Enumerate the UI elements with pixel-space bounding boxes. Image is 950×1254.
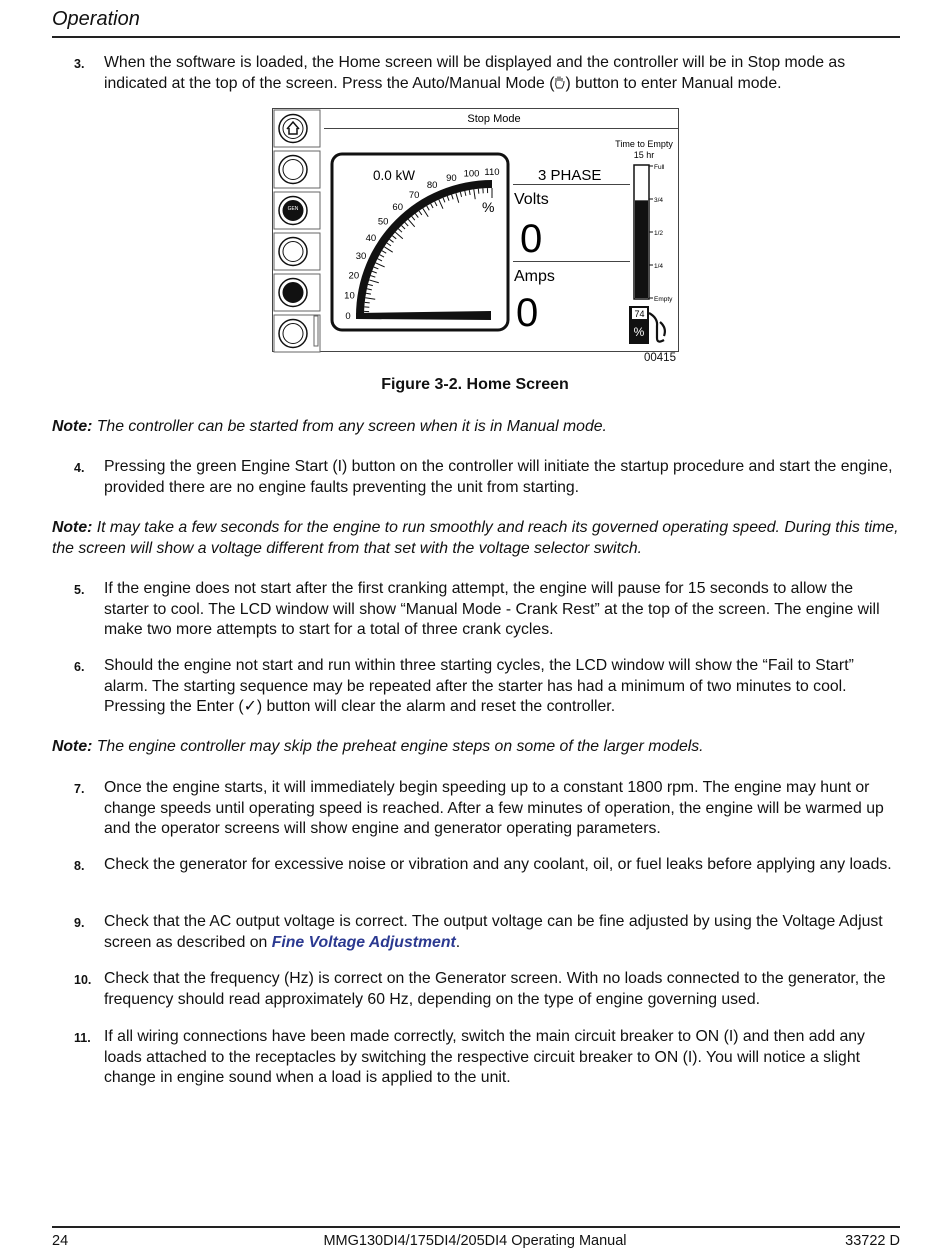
amps-label: Amps [514,268,555,285]
step-4 [74,457,900,498]
step-text: Check that the frequency (Hz) is correct on the Generator screen. With no loads connected to the generator, the frequency should read approximately 60 Hz, depending on the type of engine governing used. [104,970,886,1008]
document-number: 33722 D [845,1233,900,1249]
note-3 [52,737,902,758]
power-reading: 0.0 kW [373,168,416,183]
manual-title: MMG130DI4/175DI4/205DI4 Operating Manual [323,1233,627,1249]
step-text: If the engine does not start after the first cranking attempt, the engine will pause for 15 seconds to allow the starter to cool. The LCD window will show “Manual Mode - Crank Rest” at the top of the screen. The engine will make two more attempts to start for a total of three crank cycles. [104,580,880,638]
note-text: The engine controller may skip the preheat engine steps on some of the larger models. [92,738,704,755]
step-number: 11. [74,1031,91,1045]
fuel-percent: 74 [634,309,645,319]
fuel-level-label: 1/4 [654,263,664,270]
note-text: It may take a few seconds for the engine to run smoothly and reach its governed operating speed. During this time, the screen will show a voltage different from that set with the voltage selector switch. [52,519,899,557]
cooling-icon[interactable] [279,238,307,266]
home-screen-figure [272,108,680,354]
gen-badge: GEN [287,206,299,212]
volts-label: Volts [514,191,549,208]
figure-caption: Figure 3-2. Home Screen [381,376,569,393]
gauge-tick [478,189,479,194]
engine-icon[interactable] [279,156,307,184]
gauge-tick-label: 50 [377,216,389,228]
step-number: 5. [74,583,85,597]
percent-sign: % [482,199,495,215]
step-8 [74,855,900,876]
step-text: Check that the AC output voltage is correct. The output voltage can be fine adjusted by using the Voltage Adjust screen as described on [104,913,883,951]
step-number: 3. [74,57,85,71]
gauge-tick-label: 20 [348,270,360,282]
fuel-level-label: Full [654,164,665,171]
step-11 [74,1027,900,1089]
step-number: 8. [74,859,85,873]
volts-value: 0 [520,217,543,261]
step-text: Once the engine starts, it will immediately begin speeding up to a constant 1800 rpm. The engine may hunt or change speeds until operating speed is reached. After a few minutes of operation, the engine will be warmed up and the operator screens will show engine and generator operating parameters. [104,779,884,837]
fuel-percent-sign: % [633,325,645,339]
gauge-tick-label: 30 [355,251,367,263]
gauge-tick-label: 80 [426,180,438,192]
gauge-tick-label: 90 [446,172,457,184]
note-label: Note: [52,519,93,536]
fine-voltage-adjustment-link[interactable]: Fine Voltage Adjustment [271,933,456,951]
brake-icon[interactable] [279,279,307,307]
gauge-tick-label: 40 [365,233,377,245]
step-number: 6. [74,660,85,674]
phase-label: 3 PHASE [538,167,602,184]
fuel-gauge-fill [635,200,648,298]
gauge-tick-label: 70 [408,189,420,201]
time-to-empty-label: Time to Empty [615,139,673,149]
fuel-level-label: 1/2 [654,230,664,237]
mode-label: Stop Mode [467,113,521,125]
step-number: 4. [74,461,85,475]
gauge-tick-label: 100 [463,168,480,180]
step-number: 7. [74,782,85,796]
step-5 [74,579,900,641]
step-number: 10. [74,973,92,987]
hand-icon [554,75,565,90]
gauge-tick-label: 60 [392,202,403,214]
note-2 [52,518,902,559]
fuel-level-label: 3/4 [654,197,664,204]
step-text: When the software is loaded, the Home screen will be displayed and the controller will be in Stop mode as indicated at the top of the screen. Press the Auto/Manual Mode ( [104,54,846,92]
gauge-tick-label: 0 [345,311,351,322]
time-to-empty-value: 15 hr [633,150,655,160]
step-6 [74,656,900,718]
page-header: Operation [52,8,140,30]
step-7 [74,778,900,840]
page-number: 24 [52,1233,69,1249]
step-text-end: . [455,933,461,951]
header-rule [52,36,900,38]
gauge-tick [365,302,370,303]
fuel-level-label: Empty [654,296,673,303]
step-3 [74,53,900,94]
step-10 [74,969,900,1010]
step-text: Pressing the green Engine Start (I) button on the controller will initiate the startup procedure and start the engine, provided there are no engine faults preventing the unit from starting. [104,458,893,496]
note-text: The controller can be started from any screen when it is in Manual mode. [92,418,607,435]
note-label: Note: [52,738,93,755]
step-number: 9. [74,916,85,930]
note-1 [52,417,902,438]
step-text: If all wiring connections have been made correctly, switch the main circuit breaker to ON (I) and then add any loads attached to the receptacles by switching the respective circuit breaker to ON (I). You will notice a slight change in engine sound when a load is applied to the unit. [104,1028,865,1086]
hand-icon[interactable] [279,320,307,348]
note-label: Note: [52,418,93,435]
step-text: Should the engine not start and run within three starting cycles, the LCD window will show the “Fail to Start” alarm. The starting sequence may be repeated after the starter has had a minimum of two minutes to cool. Pressing the Enter (✓) button will clear the alarm and reset the controller. [104,657,854,715]
figure-id: 00415 [644,352,676,364]
footer-rule [52,1226,900,1228]
amps-value: 0 [516,291,539,335]
step-text: Check the generator for excessive noise or vibration and any coolant, oil, or fuel leaks before applying any loads. [104,856,892,873]
step-text-end: ) button to enter Manual mode. [565,74,782,92]
gauge-tick-label: 10 [344,290,355,302]
gauge-tick-label: 110 [484,167,500,178]
home-icon[interactable] [279,115,307,143]
step-9 [74,912,900,953]
